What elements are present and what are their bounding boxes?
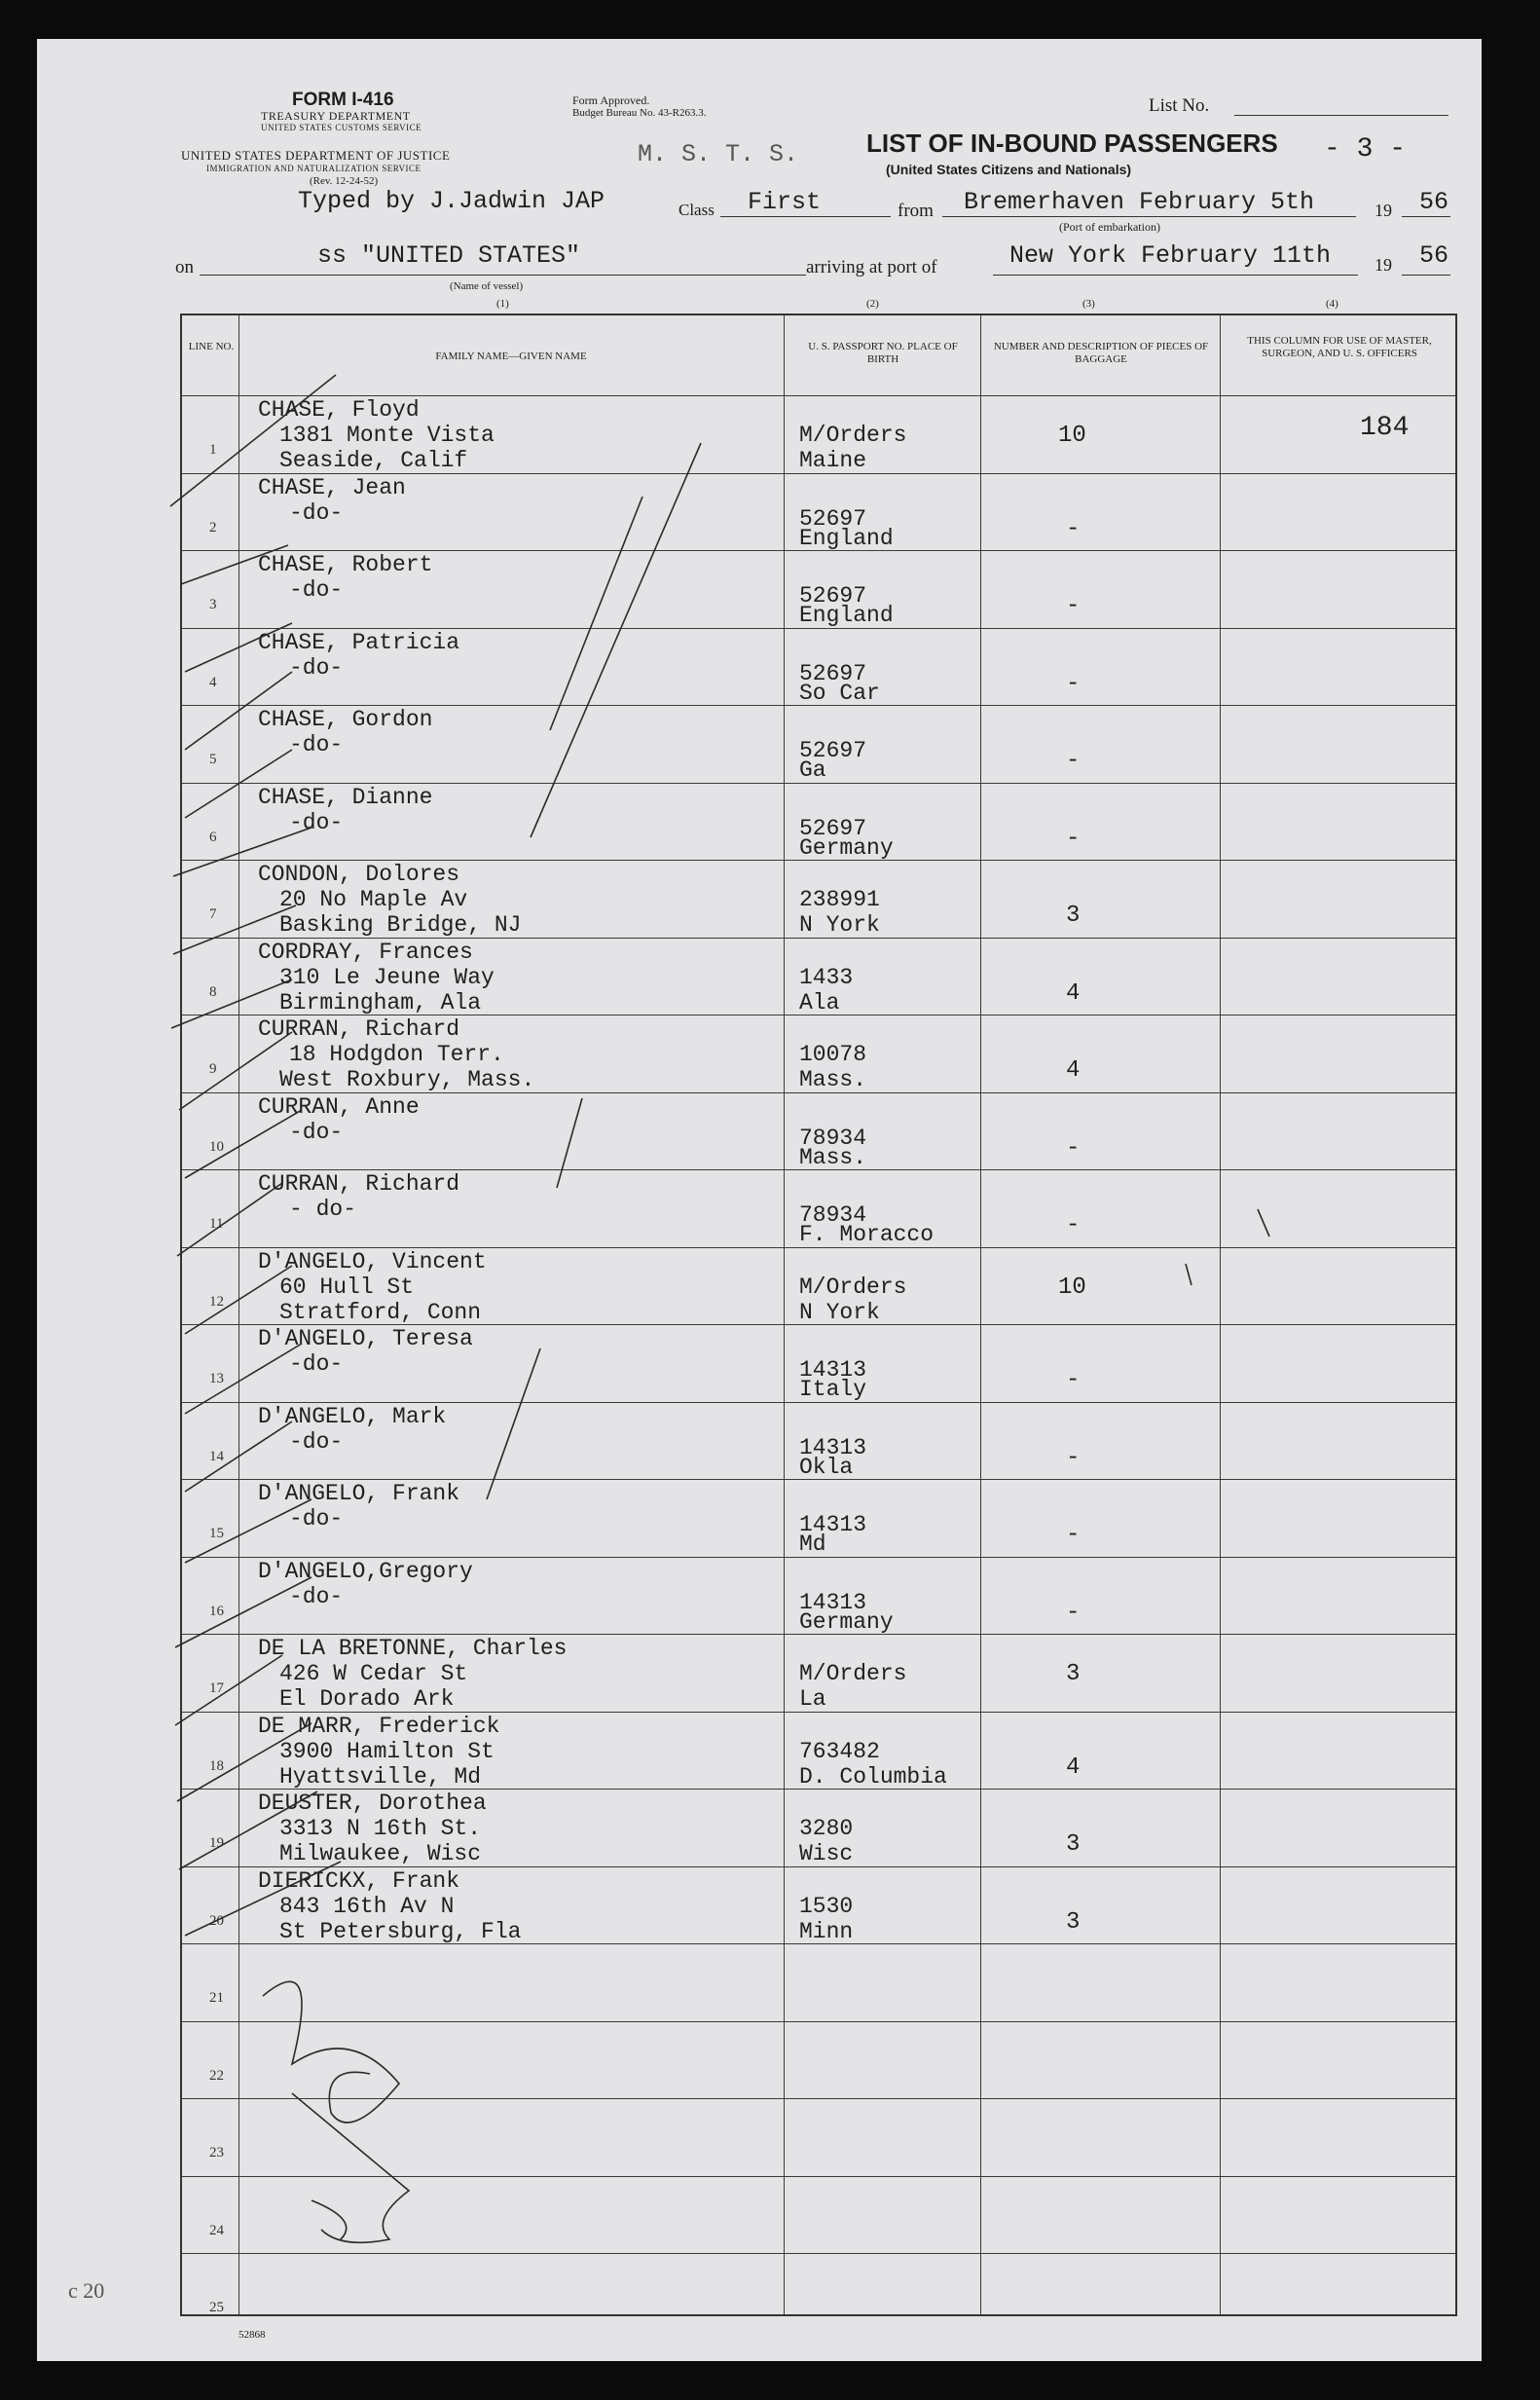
table-row [182, 1402, 1455, 1480]
place-of-birth: England [799, 525, 894, 551]
table-row [182, 783, 1455, 861]
passenger-name: D'ANGELO, Vincent [258, 1248, 487, 1274]
place-of-birth: Md [799, 1532, 826, 1557]
passenger-address-line1: 3313 N 16th St. [279, 1816, 482, 1841]
passenger-address-line1: -do- [289, 1583, 344, 1609]
arriving-year-prefix: 19 [1375, 255, 1392, 275]
passenger-name: CHASE, Jean [258, 474, 406, 500]
table-row [182, 705, 1455, 783]
passenger-name: DEUSTER, Dorothea [258, 1791, 487, 1816]
passenger-address-line1: -do- [289, 499, 344, 526]
table-row [182, 1247, 1455, 1325]
line-number: 1 [209, 442, 217, 458]
passenger-address-line1: 426 W Cedar St [279, 1661, 468, 1686]
passenger-address-line1: -do- [289, 1428, 344, 1455]
passenger-address-line1: 20 No Maple Av [279, 887, 468, 912]
vessel-caption: (Name of vessel) [450, 280, 524, 292]
passenger-address-line2: Seaside, Calif [279, 448, 468, 473]
baggage-count: 10 [1058, 423, 1086, 449]
line-number: 13 [209, 1371, 224, 1386]
passport-number: 1530 [799, 1893, 854, 1919]
place-of-birth: So Car [799, 680, 880, 706]
year-value: 56 [1419, 188, 1449, 216]
baggage-count: 3 [1066, 903, 1081, 929]
line-number: 6 [209, 829, 217, 845]
col-header-name: FAMILY NAME—GIVEN NAME [435, 351, 587, 362]
passport-number: 52697 [799, 583, 867, 609]
line-number: 8 [209, 983, 217, 1000]
place-of-birth: N York [799, 1299, 880, 1325]
passenger-address-line2: St Petersburg, Fla [279, 1918, 522, 1944]
line-number: 21 [209, 1990, 224, 2006]
year-prefix: 19 [1375, 201, 1392, 220]
arriving-year: 56 [1419, 241, 1449, 270]
table-row [182, 1943, 1455, 2021]
place-of-birth: Ala [799, 989, 840, 1015]
line-number: 24 [209, 2222, 224, 2238]
line-number: 2 [209, 519, 217, 535]
table-row [182, 2176, 1455, 2254]
place-of-birth: N York [799, 912, 880, 938]
passenger-address-line2: Stratford, Conn [279, 1299, 482, 1325]
passport-number: 52697 [799, 660, 867, 686]
table-row [182, 2253, 1455, 2331]
officer-mark: 184 [1360, 413, 1410, 443]
form-approved: Form Approved. [572, 93, 650, 107]
form-number: FORM I-416 [292, 90, 394, 110]
table-row [182, 1634, 1455, 1712]
passenger-address-line2: Birmingham, Ala [279, 989, 482, 1015]
baggage-count: 10 [1058, 1274, 1086, 1301]
line-number: 9 [209, 1061, 217, 1077]
line-number: 7 [209, 906, 217, 922]
baggage-count: - [1066, 1134, 1081, 1162]
passport-number: 14313 [799, 1357, 867, 1383]
passport-number: 14313 [799, 1434, 867, 1460]
baggage-count: 4 [1066, 1754, 1081, 1781]
line-number: 16 [209, 1603, 224, 1619]
line-number: 22 [209, 2067, 224, 2084]
place-of-birth: England [799, 603, 894, 628]
place-of-birth: Minn [799, 1918, 854, 1944]
passport-number: 52697 [799, 815, 867, 841]
treasury-dept: TREASURY DEPARTMENT [261, 109, 411, 123]
passenger-address-line1: -do- [289, 654, 344, 681]
passenger-address-line1: 843 16th Av N [279, 1893, 455, 1919]
place-of-birth: Mass. [799, 1144, 867, 1170]
line-number: 11 [209, 1216, 224, 1232]
passenger-address-line1: -do- [289, 577, 344, 603]
passenger-address-line1: - do- [289, 1197, 357, 1222]
passenger-address-line1: -do- [289, 1351, 344, 1377]
passenger-name: CHASE, Dianne [258, 784, 433, 810]
table-row [182, 1866, 1455, 1944]
place-of-birth: La [799, 1686, 826, 1712]
class-value: First [748, 188, 822, 216]
line-number: 25 [209, 2300, 224, 2315]
line-number: 15 [209, 1526, 224, 1541]
place-of-birth: Germany [799, 1608, 894, 1635]
passenger-address-line2: Milwaukee, Wisc [279, 1841, 482, 1866]
place-of-birth: Wisc [799, 1841, 854, 1866]
table-row [182, 2021, 1455, 2099]
baggage-count: 4 [1066, 979, 1081, 1007]
table-row [182, 473, 1455, 551]
passport-number: 52697 [799, 505, 867, 532]
line-number: 12 [209, 1293, 224, 1310]
table-row [182, 1324, 1455, 1402]
arriving-label: arriving at port of [806, 257, 937, 277]
passenger-name: D'ANGELO, Teresa [258, 1326, 473, 1351]
place-of-birth: Germany [799, 834, 894, 861]
col1-num: (1) [496, 298, 509, 310]
passenger-name: CHASE, Patricia [258, 629, 460, 655]
list-subtitle: (United States Citizens and Nationals) [886, 162, 1132, 177]
table-row [182, 938, 1455, 1015]
place-of-birth: F. Moracco [799, 1222, 935, 1247]
baggage-count: - [1066, 825, 1081, 852]
baggage-count: - [1066, 1212, 1081, 1238]
table-row [182, 1169, 1455, 1247]
passenger-name: CHASE, Robert [258, 552, 433, 577]
passenger-address-line2: Basking Bridge, NJ [279, 912, 522, 938]
line-number: 14 [209, 1448, 224, 1464]
msts-label: M. S. T. S. [638, 140, 799, 168]
baggage-count: - [1066, 1367, 1081, 1393]
passenger-address-line1: -do- [289, 732, 344, 757]
baggage-count: - [1066, 670, 1081, 697]
passenger-name: D'ANGELO, Frank [258, 1481, 460, 1506]
passport-number: 52697 [799, 738, 867, 763]
col3-num: (3) [1082, 298, 1095, 310]
passport-number: 763482 [799, 1738, 880, 1764]
typed-by: Typed by J.Jadwin JAP [298, 187, 605, 215]
class-label: Class [678, 201, 715, 219]
passenger-address-line1: 3900 Hamilton St [279, 1738, 495, 1764]
passenger-name: D'ANGELO,Gregory [258, 1558, 473, 1584]
col4-num: (4) [1326, 298, 1338, 310]
table-row [182, 1479, 1455, 1557]
table-row [182, 1015, 1455, 1092]
line-number: 3 [209, 597, 217, 612]
col-header-passport: U. S. PASSPORT NO. PLACE OF BIRTH [808, 341, 958, 365]
table-row [182, 2098, 1455, 2176]
baggage-count: - [1066, 1522, 1081, 1548]
line-number: 23 [209, 2145, 224, 2160]
customs-service: UNITED STATES CUSTOMS SERVICE [261, 123, 422, 132]
baggage-count: 3 [1066, 1831, 1081, 1858]
passenger-name: CHASE, Gordon [258, 707, 433, 732]
line-number: 20 [209, 1912, 224, 1929]
col-header-officers: THIS COLUMN FOR USE OF MASTER, SURGEON, AND U. S. OFFICERS [1247, 335, 1432, 359]
baggage-count: 4 [1066, 1057, 1081, 1084]
passenger-address-line1: -do- [289, 1119, 344, 1145]
justice-dept: UNITED STATES DEPARTMENT OF JUSTICE [181, 148, 451, 163]
baggage-count: 3 [1066, 1661, 1081, 1687]
passenger-name: DE LA BRETONNE, Charles [258, 1636, 568, 1661]
line-number: 10 [209, 1138, 224, 1155]
passport-number: 78934 [799, 1125, 867, 1151]
page-marker: - 3 - [1324, 134, 1407, 165]
vessel-name: ss "UNITED STATES" [317, 241, 581, 270]
passenger-address-line1: 310 Le Jeune Way [279, 964, 495, 990]
passenger-table [180, 314, 1457, 2316]
line-number: 17 [209, 1680, 224, 1696]
line-number: 4 [209, 674, 217, 690]
baggage-count: - [1066, 1444, 1081, 1471]
table-row [182, 1789, 1455, 1866]
line-number: 18 [209, 1757, 224, 1774]
place-of-birth: Italy [799, 1377, 867, 1402]
baggage-count: 3 [1066, 1908, 1081, 1936]
passenger-name: CORDRAY, Frances [258, 939, 473, 965]
budget-bureau: Budget Bureau No. 43-R263.3. [572, 107, 707, 119]
place-of-birth: D. Columbia [799, 1763, 947, 1790]
list-no-label: List No. [1149, 95, 1210, 116]
place-of-birth: Okla [799, 1454, 854, 1480]
from-label: from [898, 201, 934, 221]
passenger-name: CURRAN, Anne [258, 1093, 420, 1120]
baggage-count: - [1066, 1599, 1081, 1626]
passenger-name: CURRAN, Richard [258, 1171, 460, 1197]
passenger-name: DE MARR, Frederick [258, 1713, 500, 1739]
place-of-birth: Maine [799, 448, 867, 473]
passenger-name: CHASE, Floyd [258, 397, 420, 423]
immigration-service: IMMIGRATION AND NATURALIZATION SERVICE [206, 164, 422, 173]
passenger-address-line1: -do- [289, 809, 344, 835]
passport-number: M/Orders [799, 1274, 907, 1300]
passport-number: M/Orders [799, 1661, 907, 1686]
passport-number: 14313 [799, 1589, 867, 1615]
table-row [182, 860, 1455, 938]
list-title: LIST OF IN-BOUND PASSENGERS [866, 129, 1278, 158]
table-row [182, 1712, 1455, 1790]
passenger-address-line1: 60 Hull St [279, 1274, 415, 1300]
passport-number: 238991 [799, 887, 880, 912]
margin-note: c 20 [68, 2278, 105, 2303]
col-header-baggage: NUMBER AND DESCRIPTION OF PIECES OF BAGGAGE [993, 341, 1209, 365]
col-header-line-no: LINE NO. [188, 341, 235, 352]
arriving-value: New York February 11th [1009, 241, 1332, 270]
passport-number: 1433 [799, 964, 854, 990]
table-row [182, 550, 1455, 628]
passport-number: 3280 [799, 1816, 854, 1841]
port-embarkation-caption: (Port of embarkation) [1059, 220, 1160, 234]
footer-code: 52868 [238, 2329, 266, 2341]
table-row [182, 395, 1455, 473]
table-row [182, 628, 1455, 706]
table-row [182, 1557, 1455, 1635]
form-revision: (Rev. 12-24-52) [310, 175, 379, 187]
baggage-count: - [1066, 748, 1081, 774]
passenger-address-line2: El Dorado Ark [279, 1686, 455, 1712]
passenger-address-line1: -do- [289, 1506, 344, 1532]
col2-num: (2) [866, 298, 879, 310]
passport-number: 78934 [799, 1202, 867, 1228]
baggage-count: - [1066, 515, 1081, 542]
passenger-address-line1: 1381 Monte Vista [279, 423, 495, 448]
place-of-birth: Mass. [799, 1067, 867, 1092]
passport-number: 10078 [799, 1042, 867, 1067]
line-number: 19 [209, 1835, 224, 1851]
baggage-count: - [1066, 593, 1081, 619]
passport-number: M/Orders [799, 423, 907, 448]
passenger-address-line1: 18 Hodgdon Terr. [289, 1042, 504, 1067]
place-of-birth: Ga [799, 757, 826, 783]
line-number: 5 [209, 752, 217, 767]
passport-number: 14313 [799, 1512, 867, 1537]
passenger-name: CONDON, Dolores [258, 862, 460, 887]
on-label: on [175, 257, 194, 277]
passenger-address-line2: West Roxbury, Mass. [279, 1067, 535, 1092]
passenger-name: DIERICKX, Frank [258, 1867, 460, 1894]
passenger-name: CURRAN, Richard [258, 1016, 460, 1042]
passenger-address-line2: Hyattsville, Md [279, 1763, 482, 1790]
table-row [182, 1092, 1455, 1170]
from-value: Bremerhaven February 5th [964, 188, 1315, 216]
passenger-name: D'ANGELO, Mark [258, 1403, 447, 1429]
